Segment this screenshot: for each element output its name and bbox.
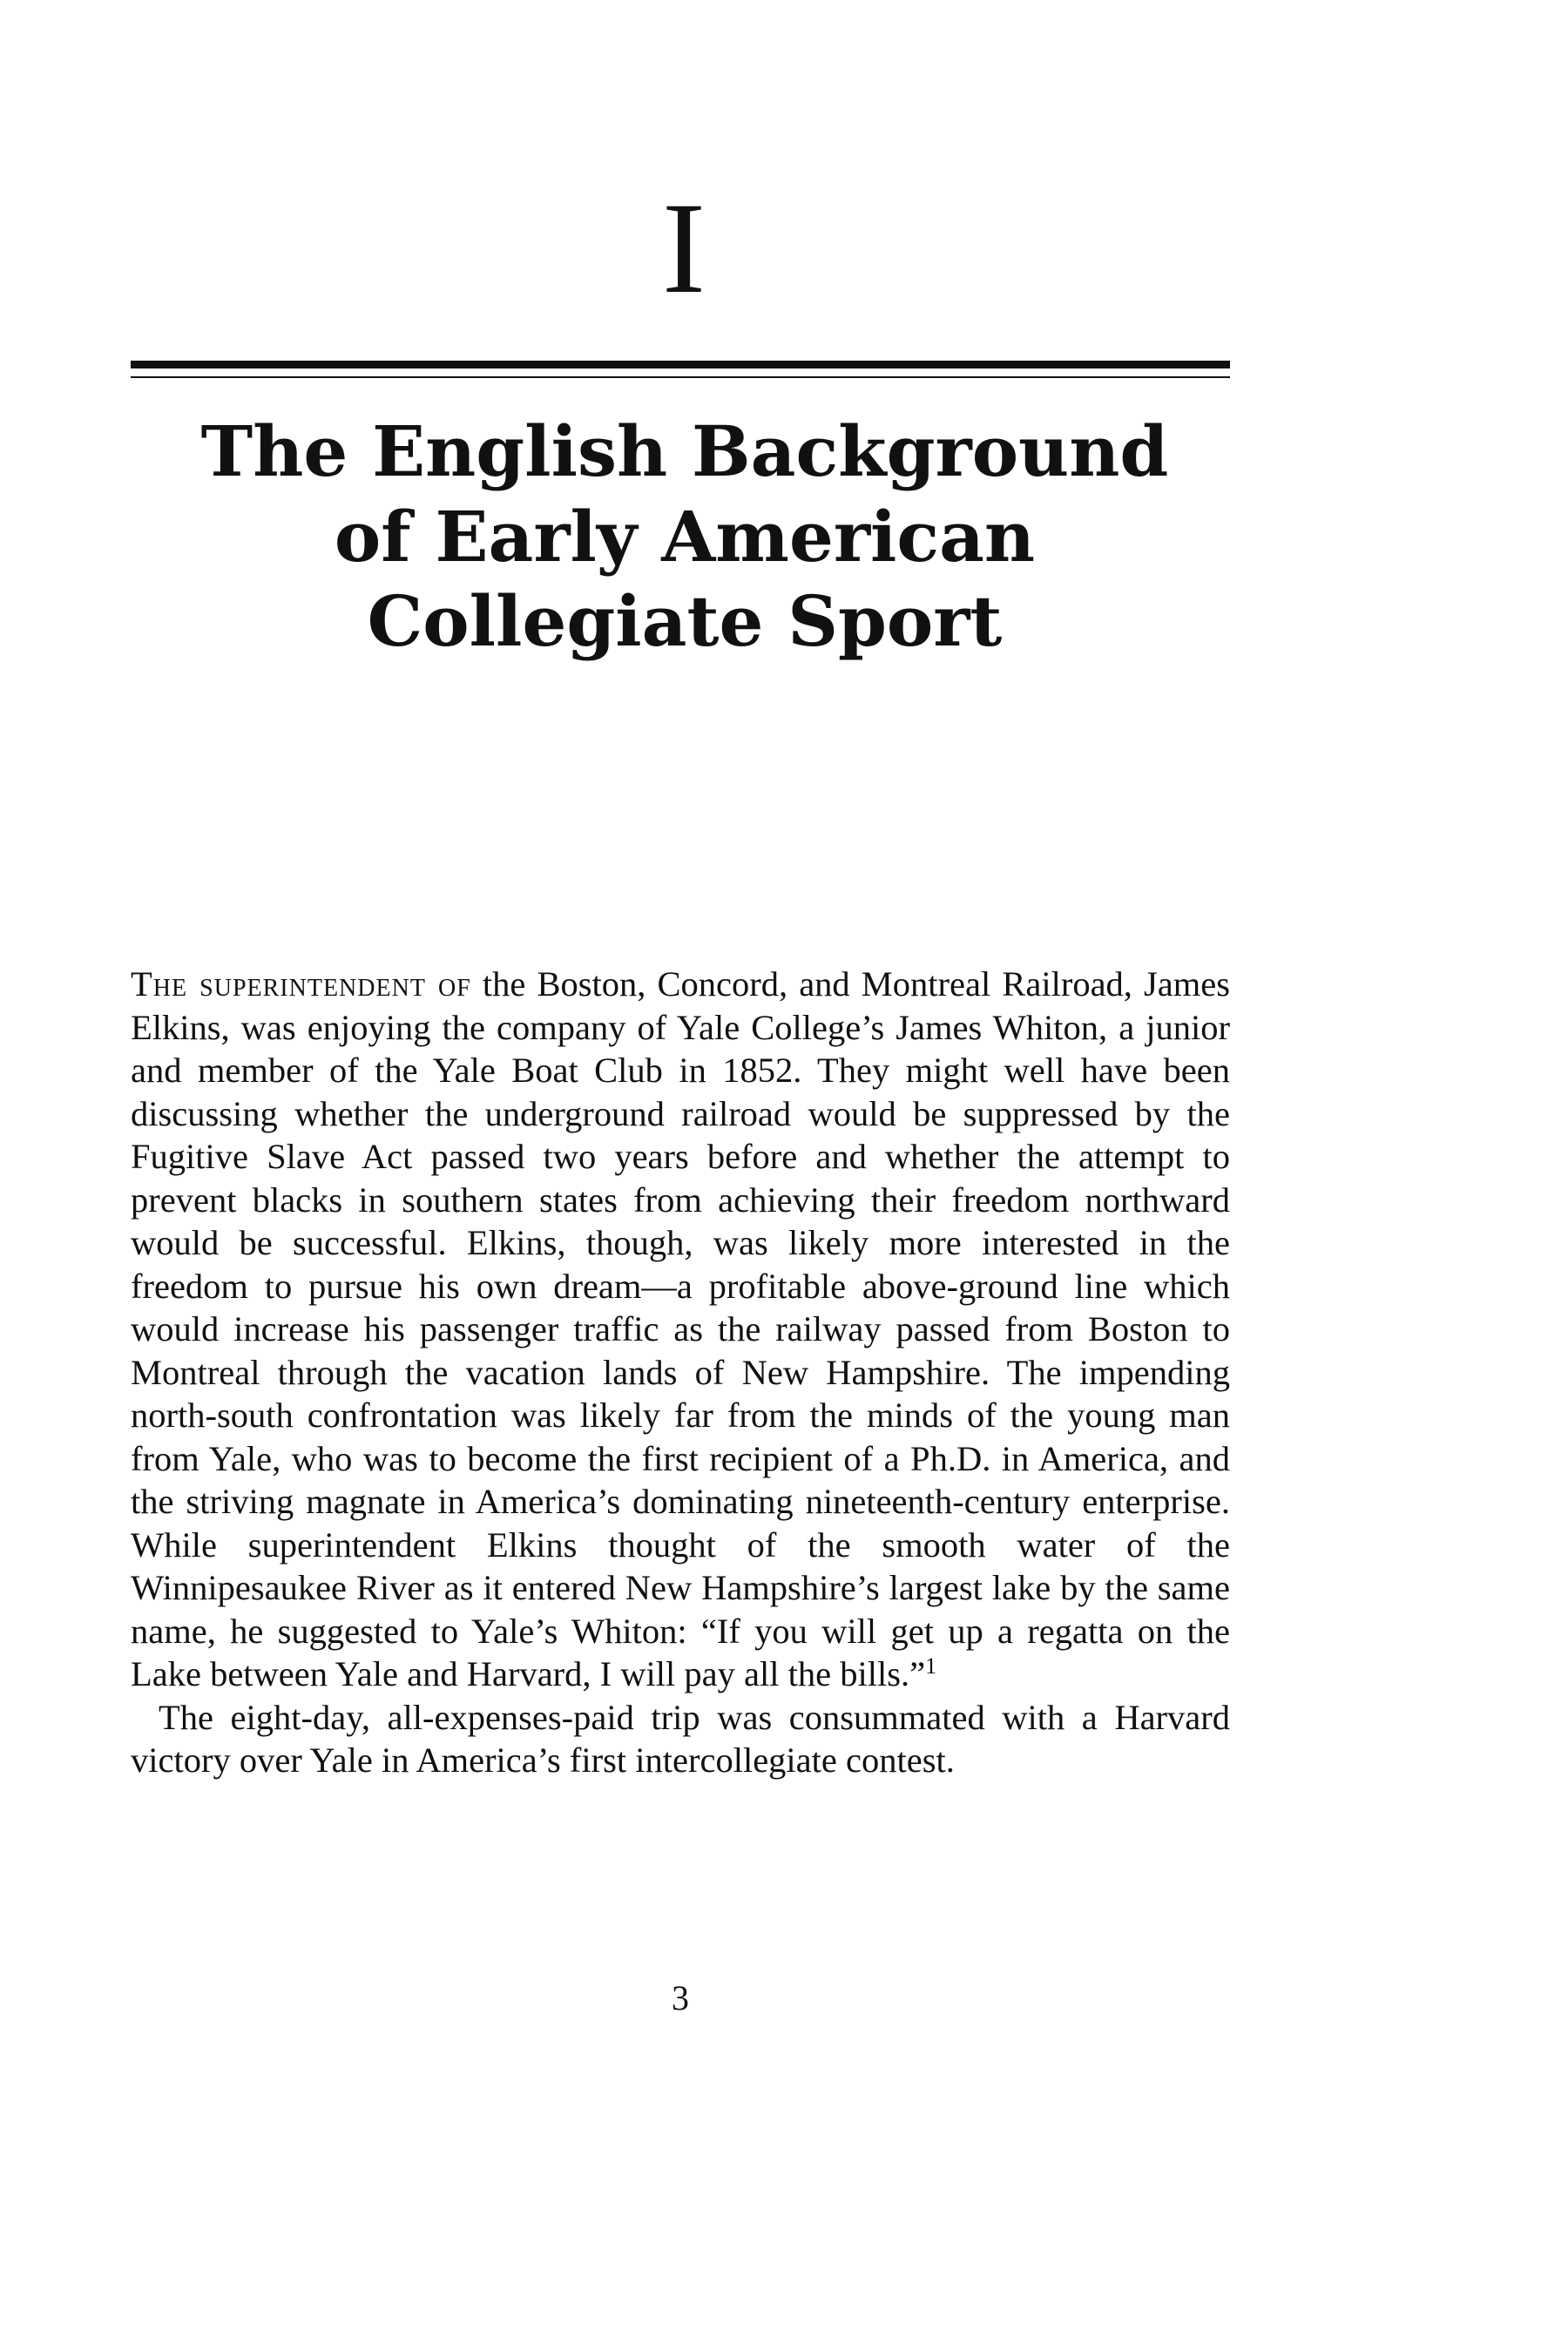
chapter-title bbox=[0, 409, 1369, 665]
page-number: 3 bbox=[672, 1978, 689, 2017]
chapter-number: I bbox=[662, 176, 707, 321]
paragraph-1-text: the Boston, Concord, and Montreal Railroad, James Elkins, was enjoying the company of Yale College’s James Whiton, a junior and member of the Yale Boat Club in 1852. They might well have been discussing whether the underground railroad would be suppressed by the Fugitive Slave Act passed two years before and whether the attempt to prevent blacks in southern states from achieving their freedom northward would be successful. Elkins, though, was likely more interested in the freedom to pursue his own dream—a profitable above-ground line which would increase his passenger traffic as the railway passed from Boston to Montreal through the vacation lands of New Hampshire. The impending north-south confrontation was likely far from the minds of the young man from Yale, who was to become the first recipient of a Ph.D. in America, and the striving magnate in America’s dominating nineteenth-century enterprise. While superintendent Elkins thought of the smooth water of the Winnipesaukee River as it entered New Hampshire’s largest lake by the same name, he suggested to Yale’s Whiton: “If you will get up a regatta on the Lake between Yale and Harvard, I will pay all the bills.” bbox=[131, 964, 1230, 1693]
paragraph-1-lead-smallcaps: The superintendent of bbox=[131, 964, 471, 1004]
chapter-rule-thick bbox=[131, 361, 1230, 368]
footnote-ref-1: 1 bbox=[925, 1653, 937, 1679]
paragraph-2: The eight-day, all-expenses-paid trip was consummated with a Harvard victory over Yale in America’s first intercollegiate contest. bbox=[131, 1697, 1230, 1780]
chapter-rule-thin bbox=[131, 376, 1230, 378]
chapter-title-line-3: Collegiate Sport bbox=[367, 580, 1003, 663]
body-text bbox=[131, 963, 1230, 1782]
chapter-title-line-1: The English Background bbox=[200, 410, 1169, 492]
paragraph-1 bbox=[131, 963, 1230, 1696]
chapter-title-line-2: of Early American bbox=[334, 495, 1036, 578]
